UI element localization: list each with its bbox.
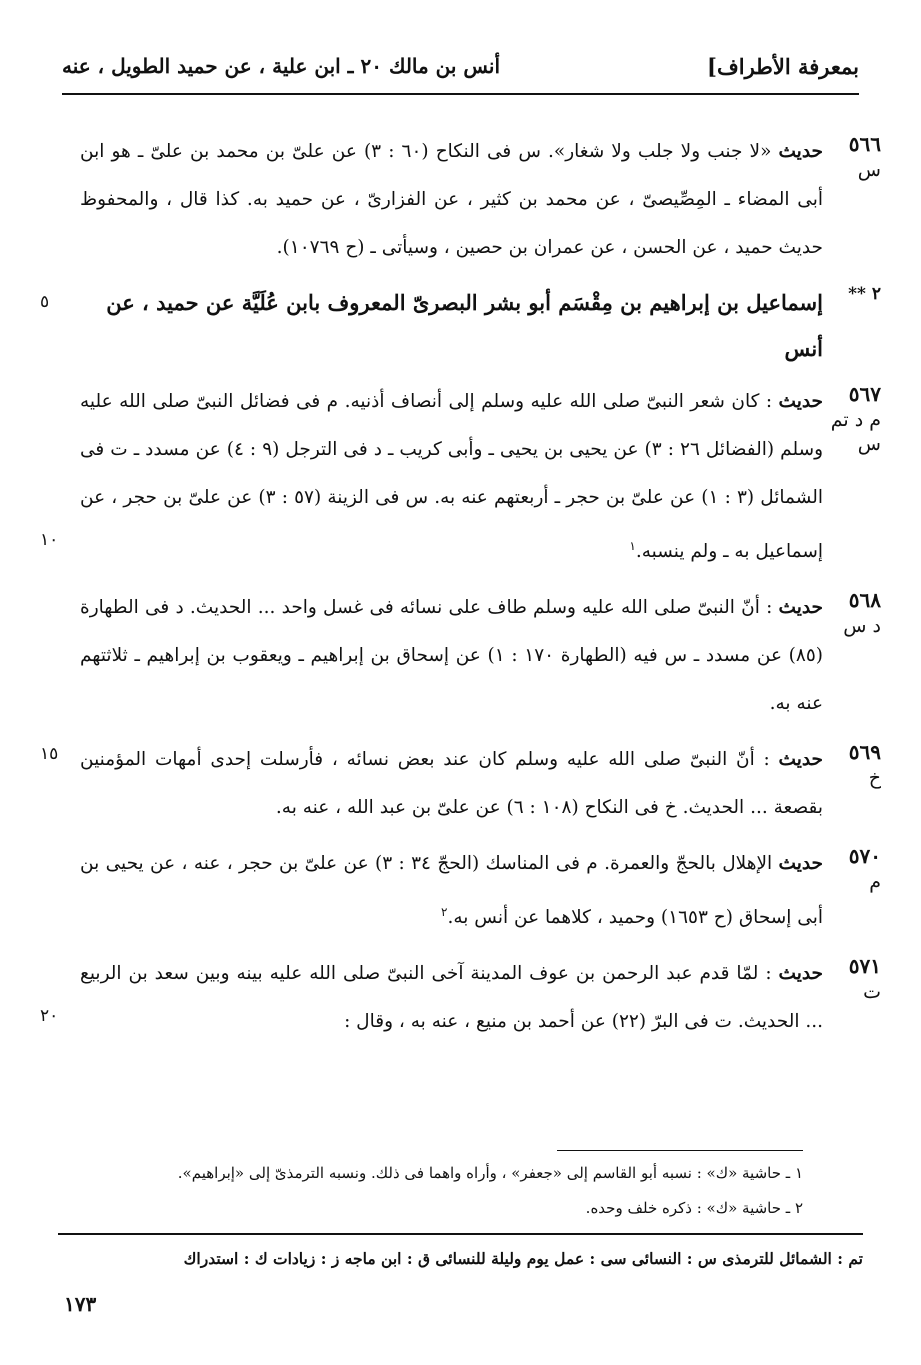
- footnote-1: ١ ـ حاشية «ك» : نسبه أبو القاسم إلى «جعفر» ، وأراه واهما فى ذلك. ونسبه الترمذىّ إلى «إبراهيم».: [177, 1164, 803, 1182]
- entry-body: «لا جنب ولا جلب ولا شغار». س فى النكاح (٦٠ : ٣) عن علىّ بن محمد بن علىّ ـ هو ابن أبى المضاء ـ المِصِّيصىّ ، عن محمد بن كثير ، عن الفزارىّ ، عن حميد به. كذا قال ، والمحفوظ حديث حميد ، عن الحسن ، عن عمران بن حصين ، وسيأتى ـ (ح ١٠٧٦٩).: [80, 141, 823, 258]
- entry-sigla: ت: [863, 981, 881, 1004]
- entry-number: ٥٦٩ خ: [827, 738, 881, 790]
- header-book-title: بمعرفة الأطراف]: [707, 53, 859, 79]
- line-number: ١٠: [40, 530, 59, 550]
- line-number: ١٥: [40, 744, 59, 765]
- entry-text: [80, 584, 823, 728]
- entry-lead: حديث: [778, 853, 823, 875]
- entry-body: : أنّ النبىّ صلى الله عليه وسلم طاف على نسائه فى غسل واحد ... الحديث. د فى الطهارة (٨٥) عن مسدد ـ س فيه (الطهارة ١٧٠ : ١) عن إسحاق بن إبراهيم ـ ويعقوب بن إبراهيم ـ ثلاثتهم عنه به.: [80, 597, 823, 715]
- hadith-entry-567: [40, 378, 881, 576]
- entry-lead: حديث: [778, 391, 823, 412]
- page-number: ١٧٣: [64, 1292, 97, 1316]
- entry-lead: حديث: [778, 749, 823, 771]
- hadith-entry-570: [40, 840, 881, 942]
- entry-number: ٥٦٨ د س: [827, 586, 881, 638]
- entry-number: ٥٧٠ م: [827, 842, 881, 894]
- entry-sigla: م: [869, 871, 881, 894]
- hadith-entry-566: [40, 128, 881, 272]
- header-rule: [62, 93, 859, 95]
- line-number: ٢٠: [40, 1006, 59, 1027]
- entries-list: [40, 128, 881, 1054]
- sigla-legend: تم : الشمائل للترمذى س : النسائى سى : عمل يوم وليلة للنسائى ق : ابن ماجه ز : زيادات ك : استدراك: [183, 1249, 863, 1268]
- entry-body: : لمّا قدم عبد الرحمن بن عوف المدينة آخى النبىّ صلى الله عليه بينه وبين سعد بن الربيع ... الحديث. ت فى البرّ (٢٢) عن أحمد بن منيع ، عنه به ، وقال :: [80, 963, 823, 1033]
- entry-body: الإهلال بالحجّ والعمرة. م فى المناسك (الحجّ ٣٤ : ٣) عن علىّ بن حجر ، عنه ، عن يحيى بن أبى إسحاق (ح ١٦٥٣) وحميد ، كلاهما عن أنس به.: [80, 853, 823, 929]
- footnote-ref: ١: [629, 539, 636, 553]
- hadith-entry-571: [40, 950, 881, 1046]
- line-number: ٥: [40, 292, 50, 312]
- entry-sigla: د س: [843, 615, 881, 638]
- running-header: [62, 46, 859, 86]
- entry-text: [80, 378, 823, 576]
- footnote-ref: ٢: [440, 905, 448, 920]
- footnote-rule: [557, 1150, 803, 1151]
- narrator-heading: [40, 280, 881, 372]
- entry-text: [80, 128, 823, 272]
- entry-number: ٥٦٦ س: [827, 130, 881, 182]
- footnote-2: ٢ ـ حاشية «ك» : ذكره خلف وحده.: [585, 1199, 803, 1217]
- entry-lead: حديث: [778, 597, 823, 619]
- entry-text: [80, 840, 823, 942]
- entry-body: : أنّ النبىّ صلى الله عليه وسلم كان عند بعض نسائه ، فأرسلت إحدى أمهات المؤمنين بقصعة ... الحديث. خ فى النكاح (١٠٨ : ٦) عن علىّ بن عبد الله ، عنه به.: [80, 749, 823, 819]
- narrator-mark: ٢ **: [848, 284, 881, 304]
- entry-text: [80, 736, 823, 832]
- hadith-entry-568: [40, 584, 881, 728]
- hadith-entry-569: [40, 736, 881, 832]
- footnotes: [90, 1156, 803, 1226]
- entry-sigla: س: [857, 159, 881, 181]
- entry-lead: حديث: [778, 141, 823, 162]
- entry-number: ٥٦٧ م د تم س: [827, 380, 881, 456]
- entry-body: : كان شعر النبىّ صلى الله عليه وسلم إلى أنصاف أذنيه. م فى فضائل النبىّ صلى الله عليه وسلم (الفضائل ٢٦ : ٣) عن يحيى بن يحيى ـ وأبى كريب ـ د فى الترجل (٩ : ٤) عن مسدد ـ ت فى الشمائل (٣ : ١) عن علىّ بن حجر ـ أربعتهم عنه به. س فى الزينة (٥٧ : ٣) عن علىّ بن حجر ، عن إسماعيل به ـ ولم ينسبه.: [80, 391, 824, 563]
- entry-sigla: م د تم س: [830, 409, 881, 455]
- entry-number: ٥٧١ ت: [827, 952, 881, 1004]
- narrator-name: إسماعيل بن إبراهيم بن مِقْسَم أبو بشر البصرىّ المعروف بابن عُلَيَّة عن حميد ، عن أنس: [106, 290, 823, 361]
- entry-text: [80, 950, 823, 1046]
- bottom-rule: [58, 1233, 863, 1235]
- header-section-title: أنس بن مالك ٢٠ ـ ابن علية ، عن حميد الطويل ، عنه: [62, 54, 501, 78]
- entry-lead: حديث: [778, 963, 823, 985]
- entry-sigla: خ: [868, 767, 881, 790]
